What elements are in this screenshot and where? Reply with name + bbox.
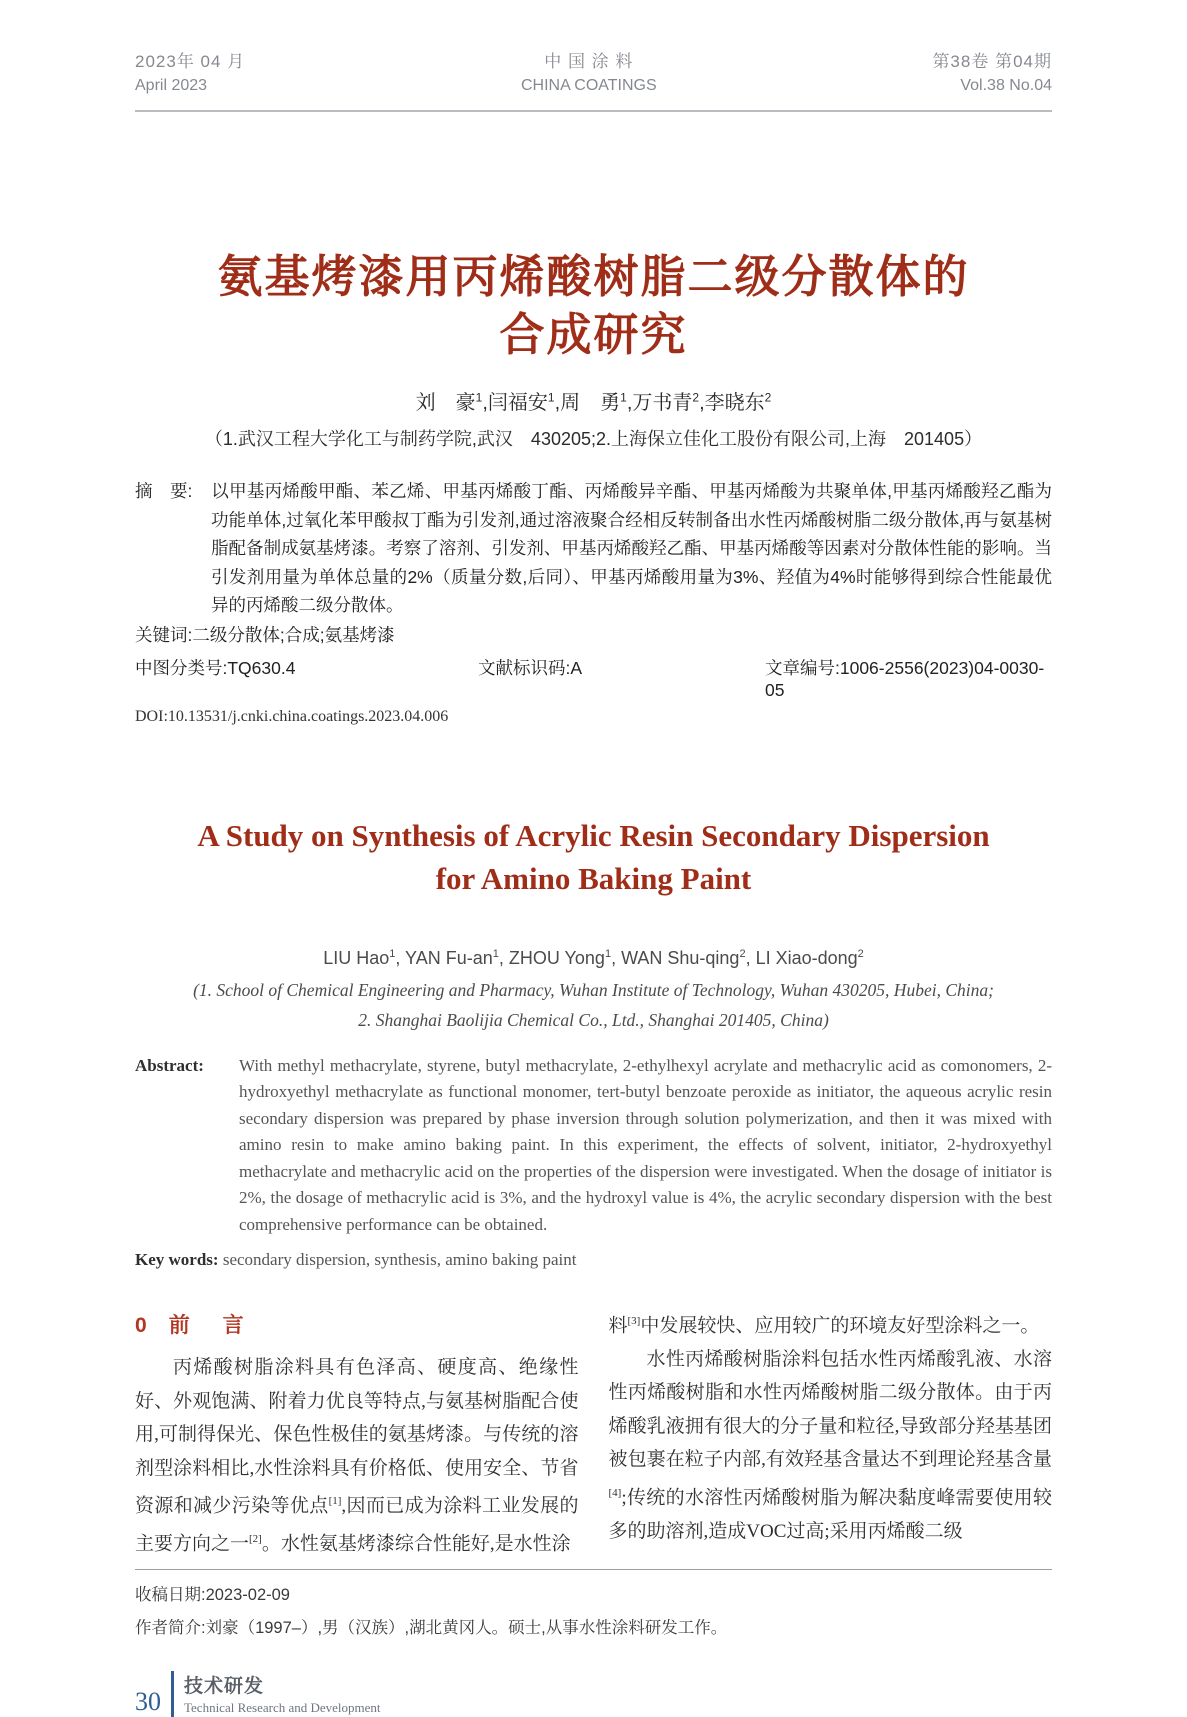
section-title: 前 言 [168,1314,250,1337]
article-title-cn [135,248,1052,364]
section-heading-0 [135,1309,579,1339]
author-affil-sup: 2 [692,390,700,405]
affiliation-cn: （1.武汉工程大学化工与制药学院,武汉 430205;2.上海保立佳化工股份有限公司,上海 201405） [204,429,983,449]
author-name: ,周 勇 [554,392,621,414]
article-id: 文章编号:1006-2556(2023)04-0030-05 [765,657,1045,700]
footnote [135,1579,1052,1645]
header-date-en: April 2023 [135,77,208,94]
author-name-en: , YAN Fu-an [395,947,493,968]
author-affil-sup: 1 [604,947,612,960]
abstract-cn [135,477,1052,620]
authors-en [135,948,1052,969]
abstract-en-text: With methyl methacrylate, styrene, butyl methacrylate, 2-ethylhexyl acrylate and methacrylic acid as comonomers, 2-hydroxyethyl methacrylate as functional monomer, tert-butyl benzoate peroxide as initiator, the aqueous acrylic resin secondary dispersion was prepared by phase inversion through solution polymerization, and then it was mixed with amino resin to make amino baking paint. In this experiment, the effects of solvent, initiator, 2-hydroxyethyl methacrylate and methacrylic acid on the properties of the dispersion were investigated. When the dosage of initiator is 2%, the dosage of methacrylic acid is 3%, and the hydroxyl value is 4%, the acrylic secondary dispersion with the best comprehensive performance can be obtained. [239,1055,1052,1234]
footer-section-en: Technical Research and Development [184,1700,381,1716]
author-name: 刘 豪 [415,392,476,414]
author-affil-sup: 2 [857,947,864,960]
author-name-en: , LI Xiao-dong [745,947,858,968]
page-footer [135,1671,1052,1717]
footnote-divider [135,1569,1052,1570]
paragraph-text: 。水性氨基烤漆综合性能好,是水性涂 [261,1533,571,1555]
received-date: 收稿日期:2023-02-09 [135,1585,290,1604]
article-title-cn-line2: 合成研究 [499,309,688,360]
page-number: 30 [135,1686,161,1716]
author-bio: 作者简介:刘豪（1997–）,男（汉族）,湖北黄冈人。硕士,从事水性涂料研发工作。 [135,1618,728,1637]
paragraph [609,1305,1053,1343]
paragraph [135,1351,579,1561]
author-name-en: , WAN Shu-qing [611,947,740,968]
header-issue-date [135,50,245,98]
footer-divider-bar [171,1671,174,1717]
footer-section-cn: 技术研发 [184,1676,265,1698]
author-name-en: LIU Hao [323,947,390,968]
author-affil-sup: 2 [739,947,746,960]
keywords-cn-text: 二级分散体;合成;氨基烤漆 [192,624,395,645]
footer-section [184,1671,381,1716]
header-volume-issue [932,50,1052,98]
author-affil-sup: 1 [492,947,499,960]
author-affil-sup: 1 [620,390,627,405]
author-name: ,闫福安 [482,392,548,414]
reference-mark: [4] [608,1486,622,1499]
journal-name-cn: 中 国 涂 料 [544,52,634,71]
right-column [609,1305,1053,1561]
clc-number: 中图分类号:TQ630.4 [135,657,296,678]
affiliation-en-line1: (1. School of Chemical Engineering and Pharmacy, Wuhan Institute of Technology, Wuhan 430205, Hubei, China; [193,979,994,1000]
reference-mark: [1] [328,1495,342,1507]
reference-mark: [3] [627,1315,641,1327]
author-affil-sup: 1 [547,390,555,405]
authors-cn [135,386,1052,415]
paragraph [609,1343,1053,1548]
paragraph-text: ,因而已成为涂料工业发展的主要方向之一 [135,1495,579,1555]
keywords-en-label: Key words: [135,1250,219,1269]
paragraph-text: 中发展较快、应用较广的环境友好型涂料之一。 [640,1315,1040,1337]
affiliation-en [135,975,1052,1035]
meta-row [135,655,1052,701]
article-title-en-line2: for Amino Baking Paint [435,860,752,896]
body-columns [135,1305,1052,1561]
document-code: 文献标识码:A [478,657,583,678]
doi: DOI:10.13531/j.cnki.china.coatings.2023.04.006 [135,707,449,725]
header-journal-name [521,50,657,98]
paragraph-text: 丙烯酸树脂涂料具有色泽高、硬度高、绝缘性好、外观饱满、附着力优良等特点,与氨基树脂配合使用,可制得保光、保色性极佳的氨基烤漆。与传统的溶剂型涂料相比,水性涂料具有价格低、使用安全、节省资源和减少污染等优点 [135,1357,579,1517]
abstract-en [135,1053,1052,1239]
left-column [135,1305,579,1561]
author-name: ,万书青 [626,392,693,414]
article-title-en-line1: A Study on Synthesis of Acrylic Resin Secondary Dispersion [197,817,990,853]
keywords-cn [135,621,1052,650]
abstract-cn-text: 以甲基丙烯酸甲酯、苯乙烯、甲基丙烯酸丁酯、丙烯酸异辛酯、甲基丙烯酸为共聚单体,甲基丙烯酸羟乙酯为功能单体,过氧化苯甲酸叔丁酯为引发剂,通过溶液聚合经相反转制备出水性丙烯酸树脂二级分散体,再与氨基树脂配备制成氨基烤漆。考察了溶剂、引发剂、甲基丙烯酸羟乙酯、甲基丙烯酸等因素对分散体性能的影响。当引发剂用量为单体总量的2%（质量分数,后同）、甲基丙烯酸用量为3%、羟值为4%时能够得到综合性能最优异的丙烯酸二级分散体。 [211,481,1052,615]
keywords-en [135,1247,1052,1273]
article-title-en [135,814,1052,900]
keywords-en-text: secondary dispersion, synthesis, amino baking paint [222,1250,577,1269]
paragraph-text: 料 [608,1315,628,1337]
paragraph-text: 水性丙烯酸树脂涂料包括水性丙烯酸乳液、水溶性丙烯酸树脂和水性丙烯酸树脂二级分散体。由于丙烯酸乳液拥有很大的分子量和粒径,导致部分羟基基团被包裹在粒子内部,有效羟基含量达不到理论羟基含量 [608,1348,1052,1471]
header-date-cn: 2023年 04 月 [135,52,246,71]
author-name-en: , ZHOU Yong [498,947,605,968]
author-affil-sup: 1 [389,947,396,960]
author-affil-sup: 2 [764,390,772,405]
volume-issue-en: Vol.38 No.04 [960,77,1052,94]
author-name: ,李晓东 [699,392,765,414]
journal-name-en: CHINA COATINGS [520,77,657,94]
affiliation-en-line2: 2. Shanghai Baolijia Chemical Co., Ltd., Shanghai 201405, China) [358,1009,829,1030]
volume-issue-cn: 第38卷 第04期 [932,52,1052,71]
keywords-cn-label: 关键词: [135,624,193,645]
article-title-cn-line1: 氨基烤漆用丙烯酸树脂二级分散体的 [217,251,970,302]
abstract-en-label: Abstract: [135,1055,204,1075]
reference-mark: [2] [249,1532,262,1545]
abstract-cn-label: 摘 要: [135,481,193,501]
author-affil-sup: 1 [475,390,483,405]
paragraph-text: ;传统的水溶性丙烯酸树脂为解决黏度峰需要使用较多的助溶剂,造成VOC过高;采用丙烯酸二级 [608,1487,1052,1542]
journal-header [135,50,1052,112]
section-number: 0 [135,1314,147,1337]
